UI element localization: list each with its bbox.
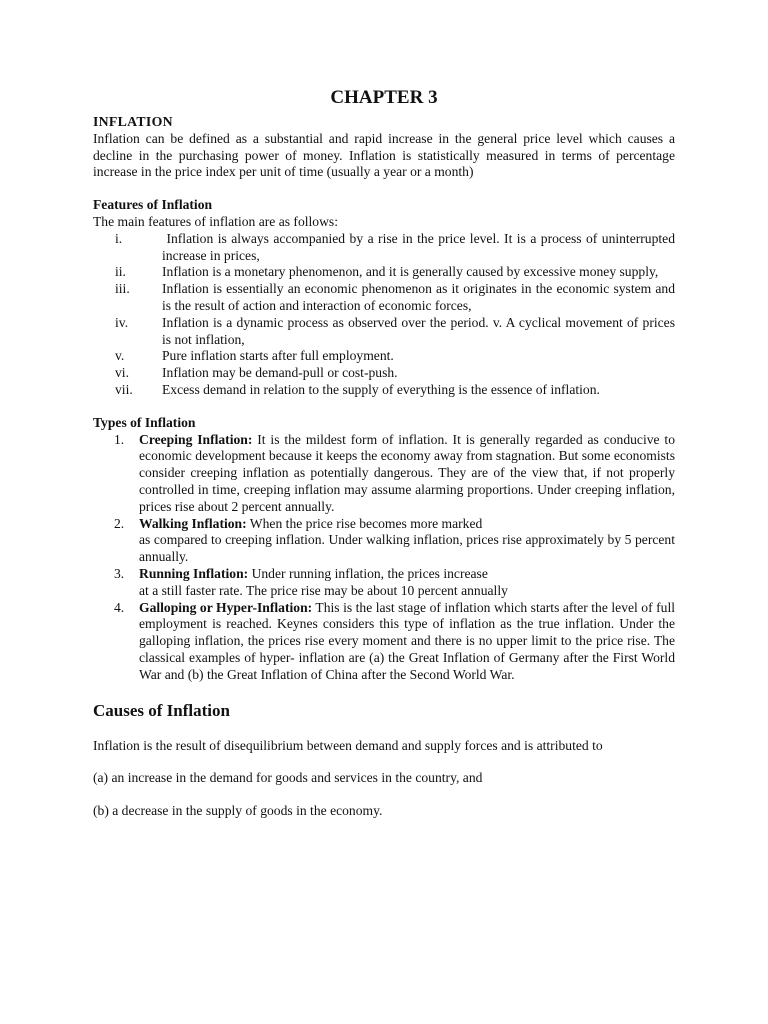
list-item-number: vii. <box>115 381 133 397</box>
features-heading: Features of Inflation <box>93 197 213 213</box>
list-item <box>93 348 675 365</box>
type-description: It is the mildest form of inflation. It is generally regarded as conducive to economic development because it keeps the economy away from stagnation. But some economists consider creeping inflation as potentially dangerous. They are of the view that, if not properly controlled in time, creeping inflation may assume alarming proportions. Under creeping inflation, prices rise about 2 percent annually. <box>139 431 675 514</box>
list-item <box>93 231 675 265</box>
type-description: This is the last stage of inflation which starts after the level of full employment is reached. Keynes considers this type of inflation as the true inflation. Under the galloping inflation, the prices rise every moment and there is no upper limit to the price rise. The classical examples of hyper- inflation are (a) the Great Inflation of Germany after the First World War and (b) the Great Inflation of China after the Second World War. <box>139 599 675 682</box>
chapter-title: CHAPTER 3 <box>330 87 438 108</box>
type-term: Galloping or Hyper-Inflation: <box>139 599 313 615</box>
types-heading: Types of Inflation <box>93 414 196 430</box>
type-first-line <box>139 566 675 583</box>
list-item <box>93 365 675 382</box>
features-list <box>93 231 675 399</box>
type-term: Running Inflation: <box>139 565 249 581</box>
type-description-continued: as compared to creeping inflation. Under walking inflation, prices rise approximately by 5 percent annually. <box>139 532 675 565</box>
type-term: Creeping Inflation: <box>139 431 253 447</box>
intro-paragraph: Inflation can be defined as a substantial and rapid increase in the general price level which causes a decline in the purchasing power of money. Inflation is statistically measured in terms of percentage increase in the price index per unit of time (usually a year or a month) <box>93 130 675 180</box>
causes-point-b: (b) a decrease in the supply of goods in the economy. <box>93 803 383 819</box>
list-item <box>93 264 675 281</box>
list-item <box>93 315 675 349</box>
list-item-text <box>139 566 675 600</box>
list-item-number: iv. <box>115 314 129 330</box>
list-item-text <box>139 516 675 566</box>
list-item-number: 4. <box>114 599 125 615</box>
list-item-number: iii. <box>115 281 130 297</box>
causes-paragraph: Inflation is the result of disequilibrium between demand and supply forces and is attributed to <box>93 737 603 753</box>
list-item-text: Inflation is a dynamic process as observed over the period. v. A cyclical movement of prices is not inflation, <box>162 314 675 347</box>
list-item <box>93 281 675 315</box>
types-list <box>93 432 675 684</box>
list-item-number: v. <box>115 348 125 364</box>
type-description: When the price rise becomes more marked <box>246 515 483 531</box>
list-item <box>93 516 675 566</box>
document-page <box>93 86 675 820</box>
list-item-number: 2. <box>114 515 125 531</box>
causes-point-a: (a) an increase in the demand for goods and services in the country, and <box>93 770 483 786</box>
list-item <box>93 432 675 516</box>
list-item-text: Pure inflation starts after full employment. <box>162 348 394 364</box>
features-lead: The main features of inflation are as follows: <box>93 213 338 229</box>
list-item-text <box>139 432 675 516</box>
list-item <box>93 382 675 399</box>
list-item-number: 1. <box>114 431 125 447</box>
type-description-continued: at a still faster rate. The price rise may be about 10 percent annually <box>139 582 508 598</box>
list-item-number: ii. <box>115 264 126 280</box>
list-item-text: Inflation is always accompanied by a rise in the price level. It is a process of uninterrupted increase in prices, <box>162 230 675 263</box>
list-item-number: i. <box>115 230 123 246</box>
list-item-text: Excess demand in relation to the supply of everything is the essence of inflation. <box>162 381 600 397</box>
list-item-text: Inflation may be demand-pull or cost-push. <box>162 365 398 381</box>
list-item-number: 3. <box>114 565 125 581</box>
inflation-heading: INFLATION <box>93 114 173 129</box>
list-item-text: Inflation is a monetary phenomenon, and it is generally caused by excessive money supply, <box>162 264 659 280</box>
causes-heading: Causes of Inflation <box>93 700 230 720</box>
type-first-line <box>139 516 675 533</box>
list-item-number: vi. <box>115 365 129 381</box>
type-description: Under running inflation, the prices increase <box>248 565 488 581</box>
list-item-text <box>139 600 675 684</box>
type-term: Walking Inflation: <box>139 515 247 531</box>
list-item <box>93 566 675 600</box>
list-item-text: Inflation is essentially an economic phenomenon as it originates in the economic system and is the result of action and interaction of economic forces, <box>162 281 675 313</box>
list-item <box>93 600 675 684</box>
